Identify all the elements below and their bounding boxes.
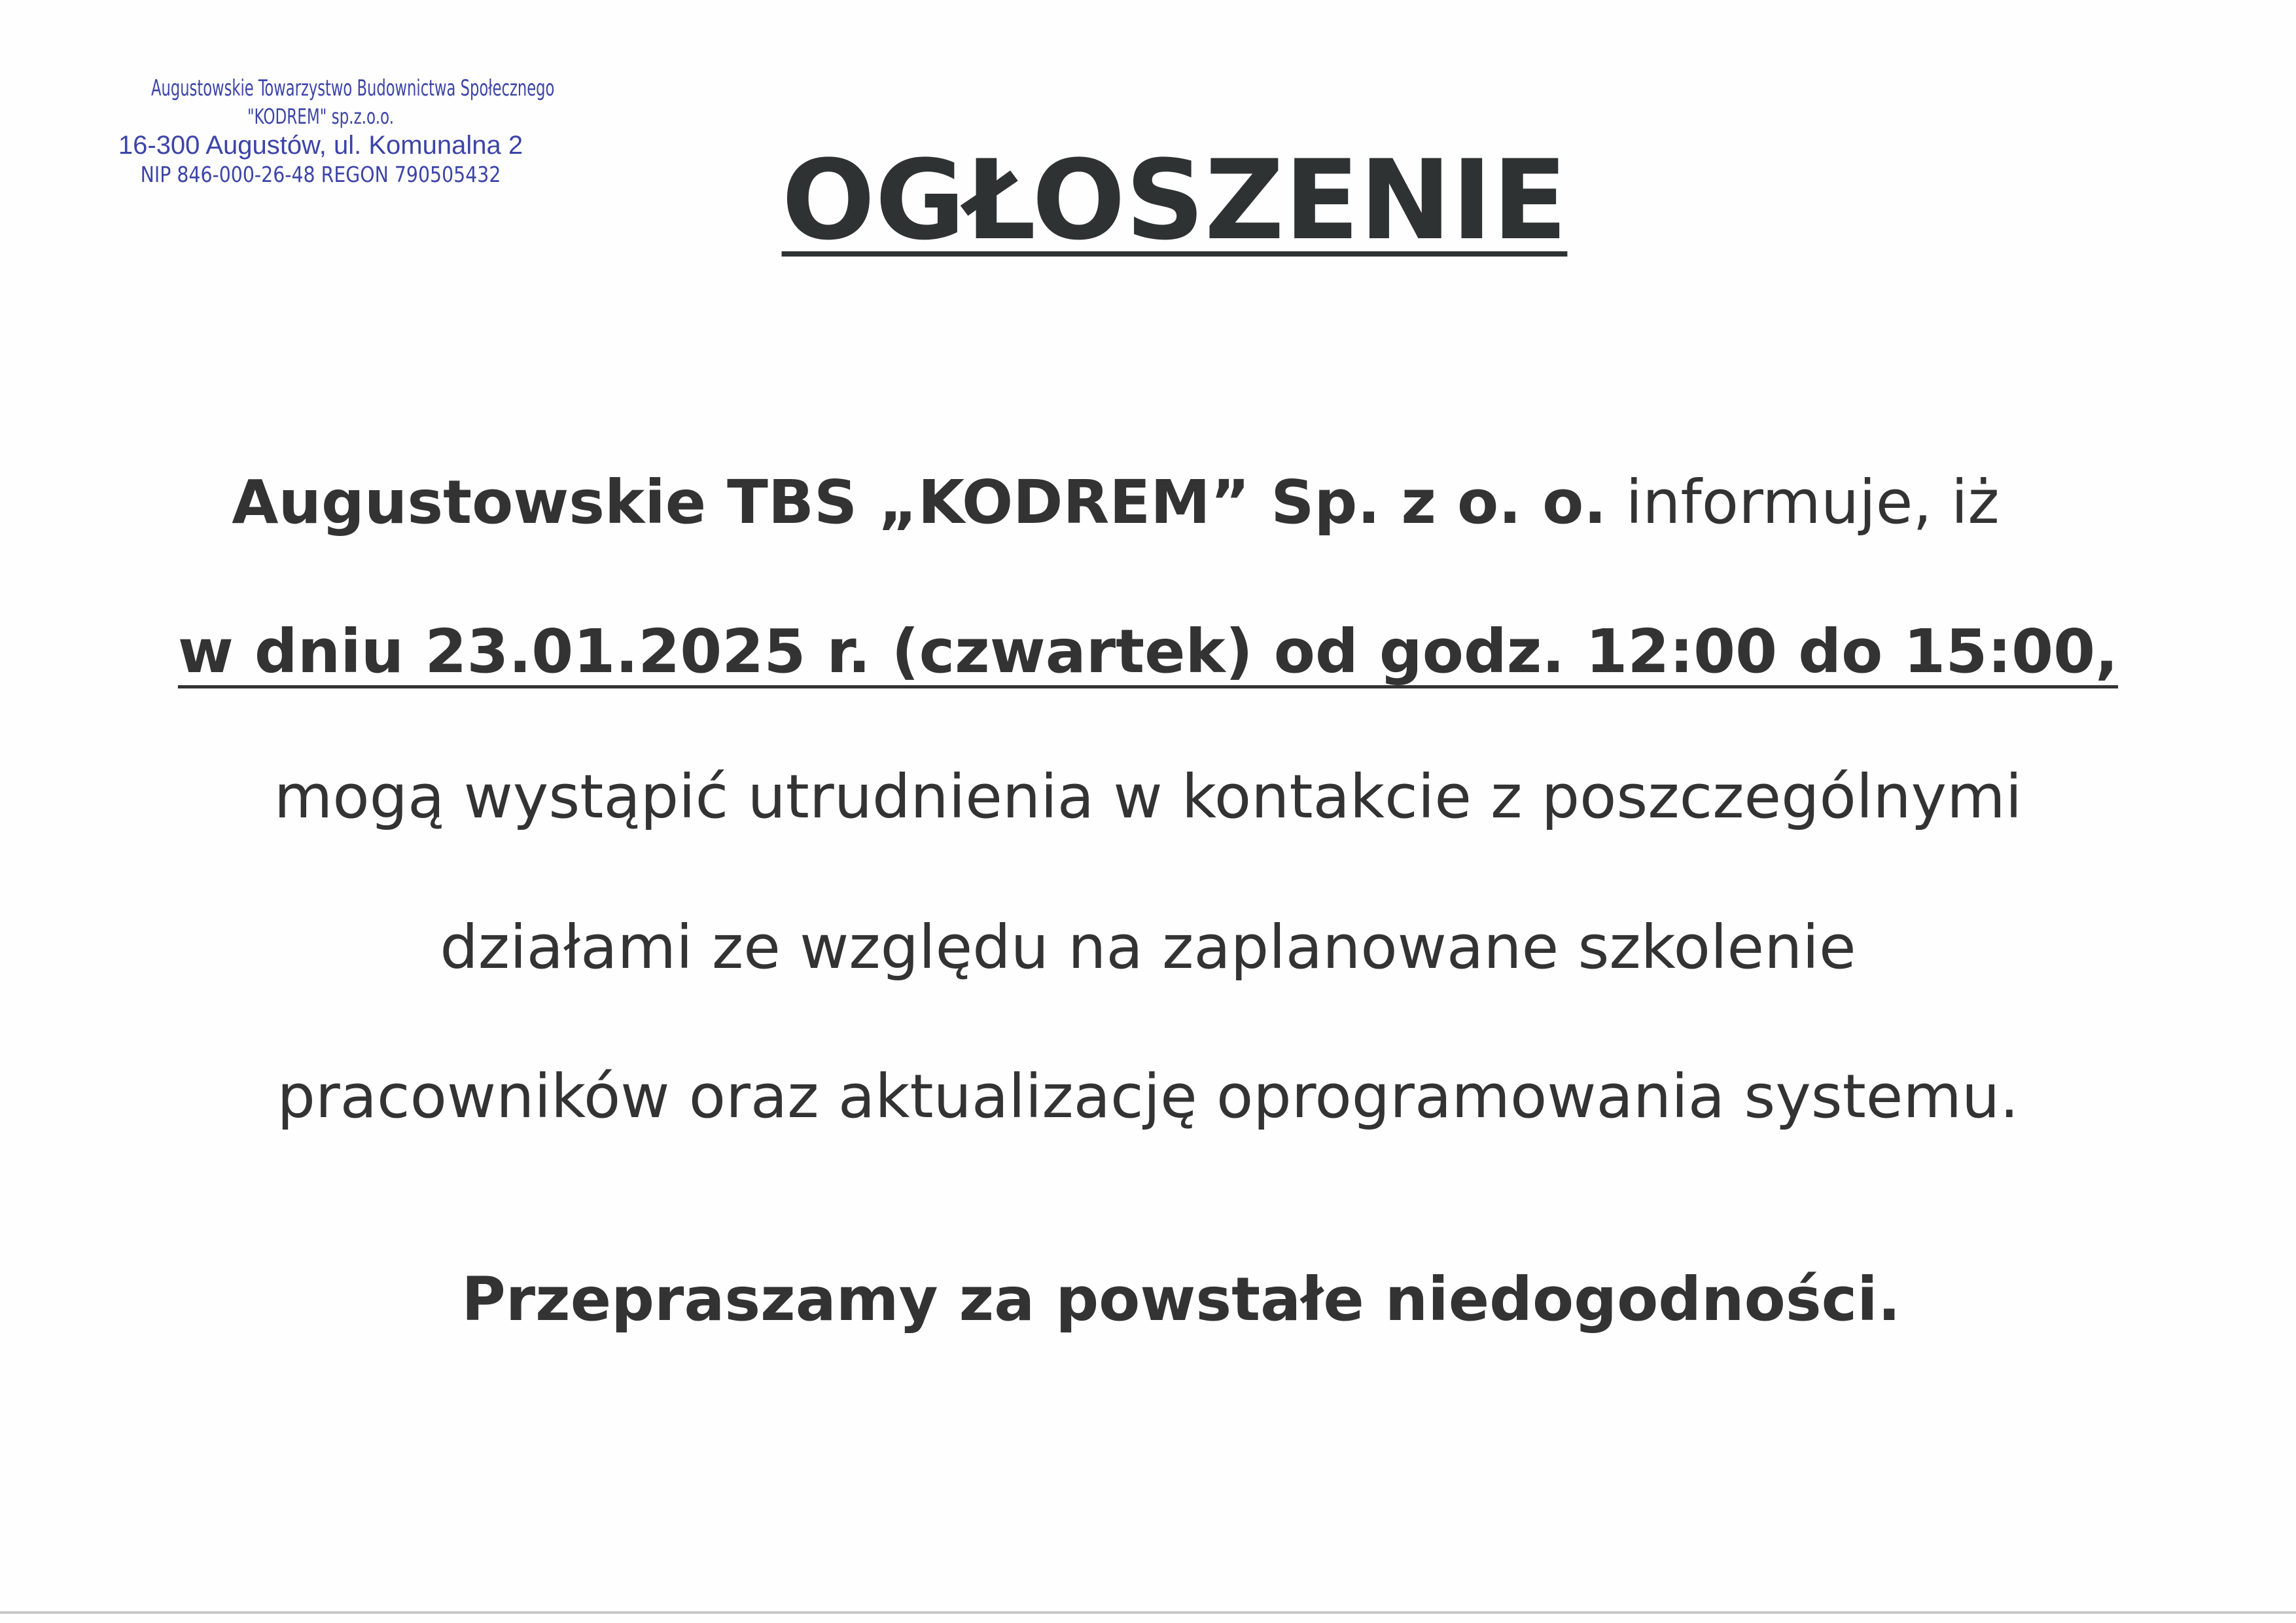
announcement-title-container [0,136,2296,264]
body-line-5: pracowników oraz aktualizację oprogramowania systemu. [277,1061,2019,1132]
informs-text: informuje, iż [1606,467,2000,537]
body-line-2 [0,616,2296,687]
scan-bottom-edge [0,1611,2296,1614]
body-line-1 [232,467,2000,537]
date-time-notice: w dniu 23.01.2025 r. (czwartek) od godz. 12:00 do 15:00, [177,616,2119,687]
stamp-tax-ids: NIP 846-000-26-48 REGON 790505432 [140,162,501,187]
body-line-3: mogą wystąpić utrudnienia w kontakcie z poszczególnymi [274,762,2022,832]
stamp-company-name: Augustowskie Towarzystwo Budownictwa Społecznego [151,75,555,101]
company-name-bold: Augustowskie TBS „KODREM” Sp. z o. o. [232,467,1607,537]
stamp-company-short: "KODREM" sp.z.o.o. [247,104,395,129]
stamp-address: 16-300 Augustów, ul. Komunalna 2 [118,131,523,160]
body-line-4: działami ze względu na zaplanowane szkolenie [440,912,1856,982]
closing-apology: Przepraszamy za powstałe niedogodności. [461,1264,1901,1334]
announcement-title: OGŁOSZENIE [781,136,1568,264]
